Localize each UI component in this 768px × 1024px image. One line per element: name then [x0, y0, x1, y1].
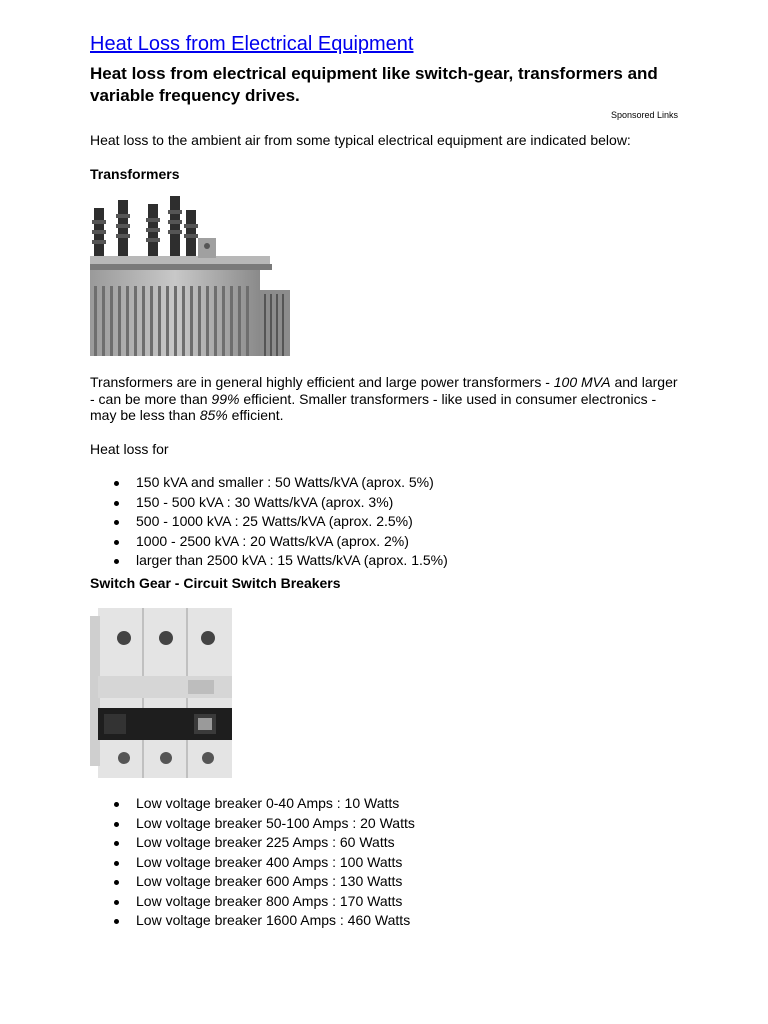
transformers-heading: Transformers: [90, 166, 180, 182]
list-item: 150 - 500 kVA : 30 Watts/kVA (aprox. 3%): [90, 493, 448, 513]
list-item: Low voltage breaker 225 Amps : 60 Watts: [90, 833, 415, 853]
page-subtitle: Heat loss from electrical equipment like switch-gear, transformers and variable frequency drives.: [90, 64, 658, 105]
transformer-image: [90, 190, 295, 356]
list-item: Low voltage breaker 50-100 Amps : 20 Watts: [90, 814, 415, 834]
list-item: 1000 - 2500 kVA : 20 Watts/kVA (aprox. 2%): [90, 532, 448, 552]
switchgear-heading: Switch Gear - Circuit Switch Breakers: [90, 575, 341, 591]
list-item: Low voltage breaker 0-40 Amps : 10 Watts: [90, 794, 415, 814]
circuit-breaker-image: [90, 598, 232, 778]
intro-text: Heat loss to the ambient air from some typical electrical equipment are indicated below:: [90, 132, 631, 148]
transformer-heat-loss-list: [90, 473, 448, 571]
list-item: Low voltage breaker 600 Amps : 130 Watts: [90, 872, 415, 892]
list-item: Low voltage breaker 1600 Amps : 460 Watts: [90, 911, 415, 931]
list-item: 150 kVA and smaller : 50 Watts/kVA (aprox. 5%): [90, 473, 448, 493]
list-item: larger than 2500 kVA : 15 Watts/kVA (aprox. 1.5%): [90, 551, 448, 571]
breaker-heat-loss-list: [90, 794, 415, 931]
sponsored-links-label: Sponsored Links: [610, 110, 678, 120]
heat-loss-label: Heat loss for: [90, 441, 169, 457]
list-item: Low voltage breaker 800 Amps : 170 Watts: [90, 892, 415, 912]
transformers-paragraph: Transformers are in general highly efficient and large power transformers - 100 MVA and larger - can be more than 99% efficient. Smaller transformers - like used in consumer electronics - may be less than 85% efficient.: [90, 374, 678, 423]
page-title-link[interactable]: Heat Loss from Electrical Equipment: [90, 33, 414, 55]
list-item: 500 - 1000 kVA : 25 Watts/kVA (aprox. 2.5%): [90, 512, 448, 532]
list-item: Low voltage breaker 400 Amps : 100 Watts: [90, 853, 415, 873]
